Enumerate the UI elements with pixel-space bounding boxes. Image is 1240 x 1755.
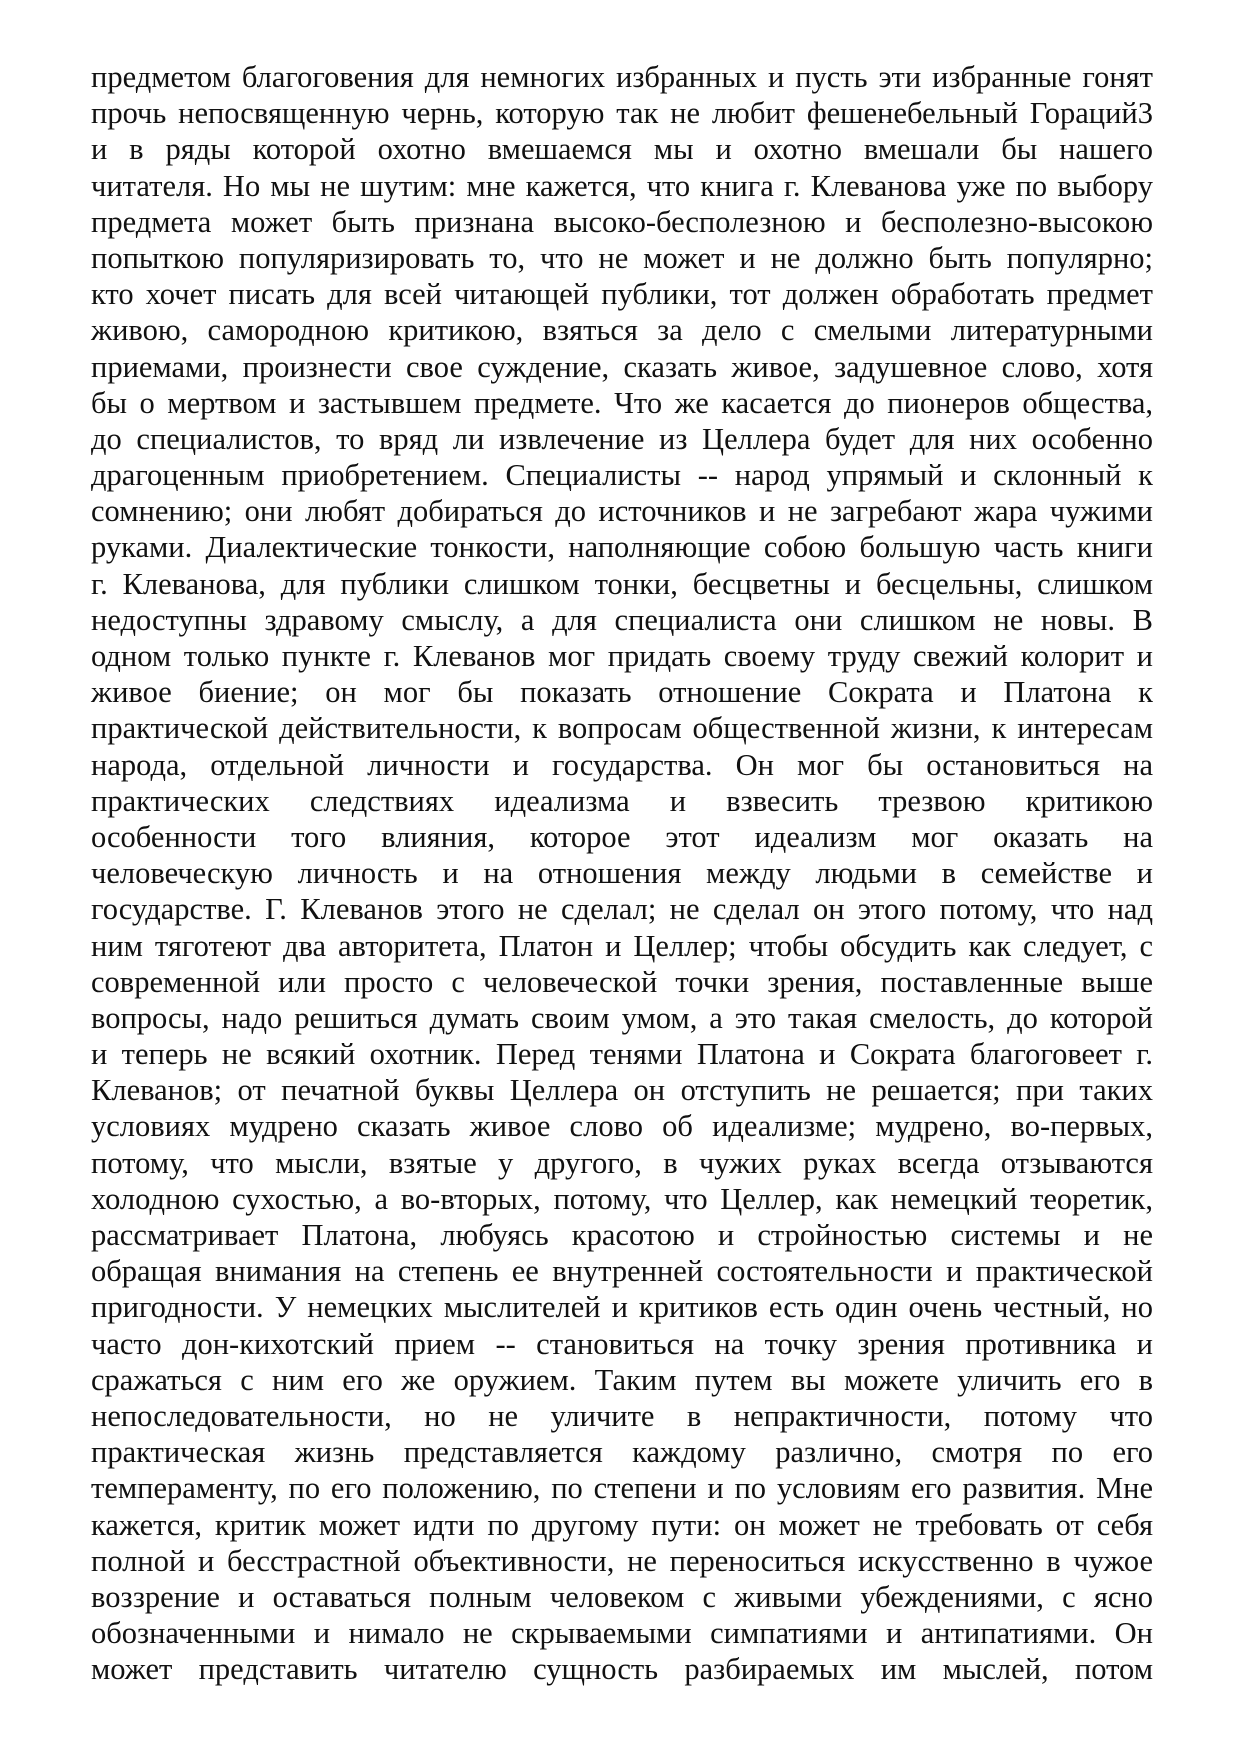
text-line: Клеванов; от печатной буквы Целлера он отступить не решается; при таких bbox=[91, 1073, 1153, 1108]
text-line: живое биение; он мог бы показать отношение Сократа и Платона к bbox=[91, 675, 1153, 710]
text-line: может представить читателю сущность разбираемых им мыслей, потом bbox=[91, 1652, 1153, 1687]
text-line: темпераменту, по его положению, по степени и по условиям его развития. Мне bbox=[91, 1471, 1153, 1506]
text-line: часто дон-кихотский прием -- становиться на точку зрения противника и bbox=[91, 1326, 1153, 1361]
text-line: практическая жизнь представляется каждому различно, смотря по его bbox=[91, 1435, 1153, 1470]
text-line: недоступны здравому смыслу, а для специалиста они слишком не новы. В bbox=[91, 602, 1153, 637]
text-line: руками. Диалектические тонкости, наполняющие собою большую часть книги bbox=[91, 530, 1153, 565]
text-line: обращая внимания на степень ее внутренней состоятельности и практической bbox=[91, 1254, 1153, 1289]
text-line: холодною сухостью, а во-вторых, потому, что Целлер, как немецкий теоретик, bbox=[91, 1181, 1153, 1216]
text-line: практических следствиях идеализма и взвесить трезвою критикою bbox=[91, 783, 1153, 818]
text-line: прочь непосвященную чернь, которую так не любит фешенебельный Гораций3 bbox=[91, 96, 1153, 131]
text-line: ним тяготеют два авторитета, Платон и Целлер; чтобы обсудить как следует, с bbox=[91, 928, 1153, 963]
text-line: пригодности. У немецких мыслителей и критиков есть один очень честный, но bbox=[91, 1290, 1153, 1325]
text-line: приемами, произнести свое суждение, сказать живое, задушевное слово, хотя bbox=[91, 349, 1153, 384]
text-line: сражаться с ним его же оружием. Таким путем вы можете уличить его в bbox=[91, 1362, 1153, 1397]
text-line: обозначенными и нимало не скрываемыми симпатиями и антипатиями. Он bbox=[91, 1616, 1153, 1651]
text-line: попыткою популяризировать то, что не может и не должно быть популярно; bbox=[91, 240, 1153, 275]
text-line: кажется, критик может идти по другому пути: он может не требовать от себя bbox=[91, 1507, 1153, 1542]
text-line: и теперь не всякий охотник. Перед тенями Платона и Сократа благоговеет г. bbox=[91, 1037, 1153, 1072]
text-line: бы о мертвом и застывшем предмете. Что же касается до пионеров общества, bbox=[91, 385, 1153, 420]
text-line: г. Клеванова, для публики слишком тонки, бесцветны и бесцельны, слишком bbox=[91, 566, 1153, 601]
text-line: читателя. Но мы не шутим: мне кажется, что книга г. Клеванова уже по выбору bbox=[91, 168, 1153, 203]
text-line: современной или просто с человеческой точки зрения, поставленные выше bbox=[91, 964, 1153, 999]
text-line: сомнению; они любят добираться до источников и не загребают жара чужими bbox=[91, 494, 1153, 529]
text-line: одном только пункте г. Клеванов мог придать своему труду свежий колорит и bbox=[91, 639, 1153, 673]
text-line: кто хочет писать для всей читающей публики, тот должен обработать предмет bbox=[91, 277, 1153, 312]
text-line: особенности того влияния, которое этот идеализм мог оказать на bbox=[91, 819, 1153, 854]
text-line: государстве. Г. Клеванов этого не сделал; не сделал он этого потому, что над bbox=[91, 892, 1153, 927]
body-text bbox=[91, 59, 1153, 1687]
text-line: и в ряды которой охотно вмешаемся мы и охотно вмешали бы нашего bbox=[91, 132, 1153, 167]
text-line: предмета может быть признана высоко-бесполезною и бесполезно-высокою bbox=[91, 204, 1153, 239]
text-line: до специалистов, то вряд ли извлечение из Целлера будет для них особенно bbox=[91, 421, 1153, 456]
text-line: непоследовательности, но не уличите в непрактичности, потому что bbox=[91, 1398, 1153, 1433]
text-line: народа, отдельной личности и государства. Он мог бы остановиться на bbox=[91, 747, 1153, 782]
text-line: рассматривает Платона, любуясь красотою и стройностью системы и не bbox=[91, 1218, 1153, 1252]
text-line: условиях мудрено сказать живое слово об идеализме; мудрено, во-первых, bbox=[91, 1109, 1153, 1144]
text-line: живою, самородною критикою, взяться за дело с смелыми литературными bbox=[91, 313, 1153, 348]
text-line: практической действительности, к вопросам общественной жизни, к интересам bbox=[91, 711, 1153, 746]
text-line: предметом благоговения для немногих избранных и пусть эти избранные гонят bbox=[91, 60, 1153, 94]
text-line: человеческую личность и на отношения между людьми в семействе и bbox=[91, 856, 1153, 891]
text-line: драгоценным приобретением. Специалисты -- народ упрямый и склонный к bbox=[91, 458, 1153, 493]
text-line: вопросы, надо решиться думать своим умом, а это такая смелость, до которой bbox=[91, 1000, 1153, 1035]
text-line: потому, что мысли, взятые у другого, в чужих руках всегда отзываются bbox=[91, 1145, 1153, 1180]
text-line: полной и бесстрастной объективности, не переноситься искусственно в чужое bbox=[91, 1543, 1153, 1578]
text-line: воззрение и оставаться полным человеком с живыми убеждениями, с ясно bbox=[91, 1579, 1153, 1614]
